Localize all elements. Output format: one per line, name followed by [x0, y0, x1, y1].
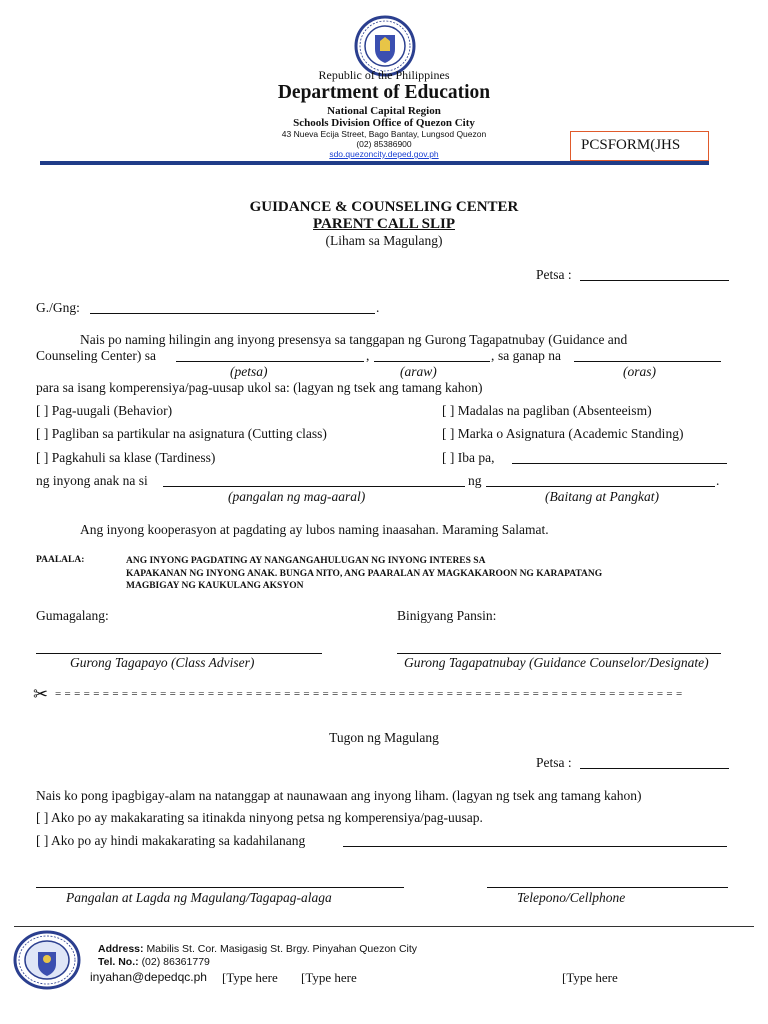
respectfully-label: Gumagalang:: [36, 608, 109, 623]
ganap-label: sa ganap na: [498, 348, 561, 363]
option-tardiness: Pagkahuli sa klase (Tardiness): [51, 450, 216, 465]
form-code: PCSFORM(JHS: [581, 137, 681, 153]
slip-title: PARENT CALL SLIP: [313, 216, 455, 232]
center-title: GUIDANCE & COUNSELING CENTER: [249, 199, 519, 215]
checkbox-academic-standing[interactable]: [ ] Marka o Asignatura (Academic Standing): [442, 426, 684, 441]
option-behavior: Pag-uugali (Behavior): [51, 403, 173, 418]
gng-field[interactable]: [90, 313, 375, 314]
option-academic-standing: Marka o Asignatura (Academic Standing): [457, 426, 684, 441]
reason-field[interactable]: [343, 846, 727, 847]
region-text: National Capital Region: [327, 105, 441, 117]
adviser-signature-line[interactable]: [36, 653, 322, 654]
counselor-signature-label: Gurong Tagapatnubay (Guidance Counselor/Designate): [404, 655, 709, 670]
checkbox-behavior[interactable]: [ ] Pag-uugali (Behavior): [36, 403, 173, 418]
counselor-signature-line[interactable]: [397, 653, 721, 654]
reply-petsa-field[interactable]: [580, 768, 729, 769]
option-cannot-attend: Ako po ay hindi makakarating sa kadahilanang: [51, 833, 306, 848]
option-absenteeism: Madalas na pagliban (Absenteeism): [457, 403, 652, 418]
checkbox-others[interactable]: [ ] Iba pa,: [442, 450, 495, 465]
phone-line[interactable]: [487, 887, 728, 888]
slip-subtitle: (Liham sa Magulang): [325, 233, 443, 248]
form-code-box: [570, 131, 709, 161]
request-time-field[interactable]: [574, 361, 721, 362]
conference-instruction: para sa isang komperensiya/pag-uusap ukol sa: (lagyan ng tsek ang tamang kahon): [36, 380, 483, 395]
option-cutting-class: Pagliban sa partikular na asignatura (Cutting class): [51, 426, 327, 441]
reply-paragraph: Nais ko pong ipagbigay-alam na natanggap at naunawaan ang inyong liham. (lagyan ng tsek ang tamang kahon): [36, 788, 642, 803]
ng-label: ng: [468, 473, 482, 488]
student-name-hint: (pangalan ng mag-aaral): [228, 489, 366, 504]
footer-tel: Tel. No.: (02) 86361779: [98, 956, 210, 968]
petsa-hint: (petsa): [230, 364, 268, 379]
comma: ,: [366, 348, 370, 363]
reply-petsa-label: Petsa :: [536, 755, 572, 770]
division-phone: (02) 85386900: [356, 139, 412, 149]
gng-label: G./Gng:: [36, 300, 80, 315]
noted-label: Binigyang Pansin:: [397, 608, 497, 623]
petsa-field[interactable]: [580, 280, 729, 281]
parent-signature-line[interactable]: [36, 887, 404, 888]
checkbox-absenteeism[interactable]: [ ] Madalas na pagliban (Absenteeism): [442, 403, 652, 418]
checkbox-cannot-attend[interactable]: [ ] Ako po ay hindi makakarating sa kadahilanang: [36, 833, 306, 848]
school-logo: [12, 930, 82, 990]
request-paragraph-line2: Counseling Center) sa: [36, 348, 156, 363]
division-text: Schools Division Office of Quezon City: [293, 117, 475, 129]
request-day-field[interactable]: [374, 361, 490, 362]
others-field[interactable]: [512, 463, 727, 464]
reminder-label: PAALALA:: [36, 555, 85, 565]
department-title: Department of Education: [277, 82, 491, 103]
grade-section-hint: (Baitang at Pangkat): [545, 489, 659, 504]
reminder-text: ANG INYONG PAGDATING AY NANGANGAHULUGAN NG INYONG INTERES SA KAPAKANAN NG INYONG ANAK. BUNGA NITO, ANG PAARALAN AY MAGKAKAROON NG KARAPATANG MAGBIGAY NG KAUKULANG AKSYON: [126, 556, 603, 591]
child-label: ng inyong anak na si: [36, 473, 148, 488]
option-others: Iba pa,: [457, 450, 495, 465]
checkbox-cutting-class[interactable]: [ ] Pagliban sa partikular na asignatura (Cutting class): [36, 426, 327, 441]
request-date-field[interactable]: [176, 361, 364, 362]
footer-placeholder-2[interactable]: [Type here: [301, 970, 357, 985]
footer-address: Address: Mabilis St. Cor. Masigasig St. Brgy. Pinyahan Quezon City: [98, 943, 418, 955]
footer-placeholder-1[interactable]: [Type here: [222, 970, 278, 985]
header-rule: [40, 161, 709, 165]
cut-line: = = = = = = = = = = = = = = = = = = = = = = = = = = = = = = = = = = = = = = = = = = = = = = = = = = = = = = = = = = = = = = = = = =: [55, 688, 683, 700]
footer-rule: [14, 926, 754, 927]
comma: ,: [491, 348, 495, 363]
reply-title: Tugon ng Magulang: [329, 730, 439, 745]
araw-hint: (araw): [400, 364, 437, 379]
grade-section-field[interactable]: [486, 486, 715, 487]
checkbox-will-attend[interactable]: [ ] Ako po ay makakarating sa itinakda ninyong petsa ng komperensiya/pag-uusap.: [36, 810, 483, 825]
scissors-icon: ✂: [33, 684, 49, 704]
option-will-attend: Ako po ay makakarating sa itinakda ninyong petsa ng komperensiya/pag-uusap.: [51, 810, 483, 825]
republic-text: Republic of the Philippines: [318, 68, 450, 82]
petsa-label: Petsa :: [536, 267, 572, 282]
footer-email: inyahan@depedqc.ph: [90, 970, 207, 984]
checkbox-tardiness[interactable]: [ ] Pagkahuli sa klase (Tardiness): [36, 450, 216, 465]
division-address: 43 Nueva Ecija Street, Bago Bantay, Lungsod Quezon: [281, 129, 487, 139]
cooperation-text: Ang inyong kooperasyon at pagdating ay lubos naming inaasahan. Maraming Salamat.: [80, 522, 549, 537]
division-website-link[interactable]: sdo.quezoncity.deped.gov.ph: [329, 149, 439, 159]
gng-period: .: [376, 300, 380, 315]
period: .: [716, 473, 720, 488]
student-name-field[interactable]: [163, 486, 465, 487]
oras-hint: (oras): [623, 364, 656, 379]
phone-label: Telepono/Cellphone: [517, 890, 626, 905]
request-paragraph-line1: Nais po naming hilingin ang inyong presensya sa tanggapan ng Gurong Tagapatnubay (Guidance and: [80, 332, 628, 347]
footer-placeholder-3[interactable]: [Type here: [562, 970, 618, 985]
parent-signature-label: Pangalan at Lagda ng Magulang/Tagapag-alaga: [66, 890, 332, 905]
adviser-signature-label: Gurong Tagapayo (Class Adviser): [70, 655, 255, 670]
